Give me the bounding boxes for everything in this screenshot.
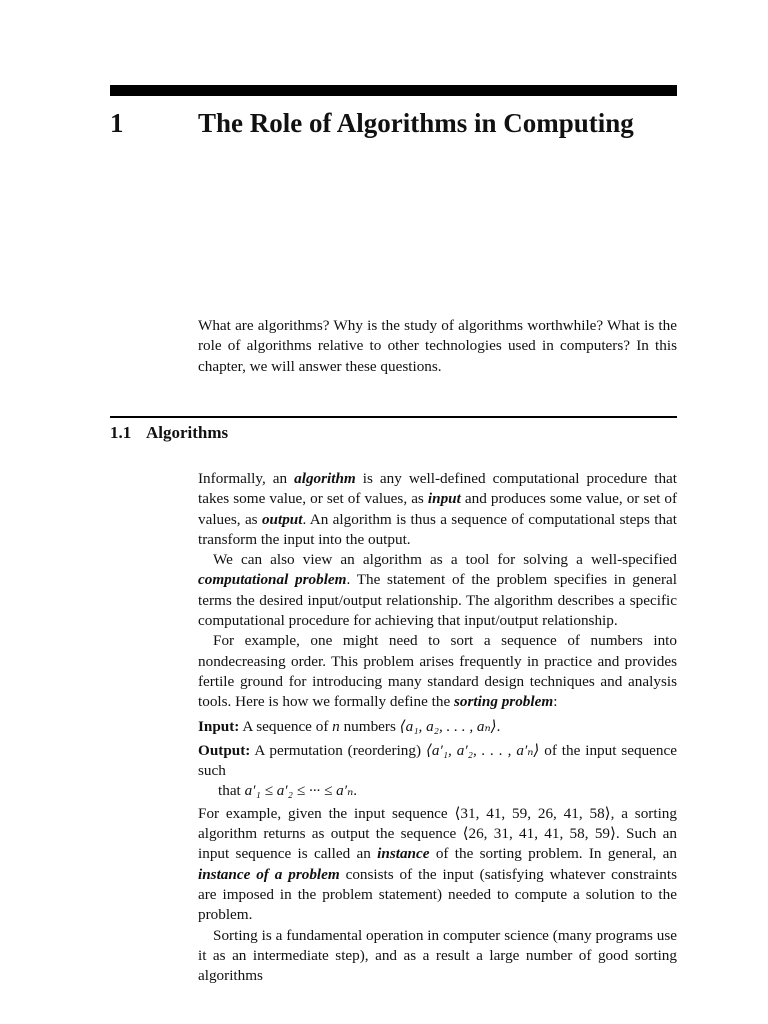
- chapter-title: The Role of Algorithms in Computing: [198, 108, 634, 138]
- paragraph-algorithm-definition: Informally, an algorithm is any well-defined computational procedure that takes some value, or set of values, as input and produces some value, or set of values, as output. An algorithm is thus a sequence of computational steps that transform the input into the output.: [198, 470, 678, 548]
- output-definition: Output: A permutation (reordering) ⟨a′₁, a′₂, . . . , a′ₙ⟩ of the input sequence such that a′₁ ≤ a′₂ ≤ ··· ≤ a′ₙ.: [198, 741, 677, 800]
- term-sorting-problem: sorting problem: [454, 693, 554, 711]
- paragraph-instance: For example, given the input sequence ⟨31, 41, 59, 26, 41, 58⟩, a sorting algorithm returns as output the sequence ⟨26, 31, 41, 41, 58, 59⟩. Such an input sequence is called an instance of the sorting problem. In general, an instance of a problem consists of the input (satisfying whatever constraints are imposed in the problem statement) needed to compute a solution to the problem.: [198, 804, 677, 924]
- chapter-intro: [198, 316, 677, 377]
- term-input: input: [427, 490, 461, 508]
- section-title: Algorithms: [146, 423, 229, 442]
- input-label: Input:: [198, 717, 240, 735]
- chapter-number: 1: [110, 108, 124, 138]
- output-condition: a′₁ ≤ a′₂ ≤ ··· ≤ a′ₙ: [244, 782, 354, 800]
- output-label: Output:: [198, 741, 251, 759]
- term-algorithm: algorithm: [294, 470, 356, 487]
- term-instance-of-a-problem: instance of a problem: [198, 865, 340, 883]
- term-instance: instance: [377, 845, 430, 863]
- section-rule: [110, 416, 677, 418]
- section-body: [198, 469, 677, 986]
- chapter-top-rule: [110, 85, 677, 96]
- section-number: 1.1: [110, 423, 132, 442]
- input-sequence: ⟨a₁, a₂, . . . , aₙ⟩: [399, 717, 497, 735]
- input-definition: Input: A sequence of n numbers ⟨a₁, a₂, . . . , aₙ⟩.: [198, 717, 501, 735]
- term-output: output: [261, 510, 303, 528]
- term-computational-problem: computational problem: [198, 571, 347, 589]
- output-sequence: ⟨a′₁, a′₂, . . . , a′ₙ⟩: [425, 741, 540, 759]
- section-heading: [110, 423, 228, 443]
- intro-paragraph: What are algorithms? Why is the study of algorithms worthwhile? What is the role of algorithms relative to other technologies used in computers? In this chapter, we will answer these questions.: [198, 317, 677, 375]
- paragraph-sorting-example: For example, one might need to sort a sequence of numbers into nondecreasing order. This problem arises frequently in practice and provides fertile ground for introducing many standard design techniques and analysis tools. Here is how we formally define the sorting problem:: [198, 632, 677, 711]
- paragraph-sorting-fundamental: Sorting is a fundamental operation in computer science (many programs use it as an intermediate step), and as a result a large number of good sorting algorithms: [198, 926, 677, 985]
- paragraph-computational-problem: We can also view an algorithm as a tool for solving a well-specified computational problem. The statement of the problem specifies in general terms the desired input/output relationship. The algorithm describes a specific computational procedure for achieving that input/output relationship.: [198, 551, 677, 630]
